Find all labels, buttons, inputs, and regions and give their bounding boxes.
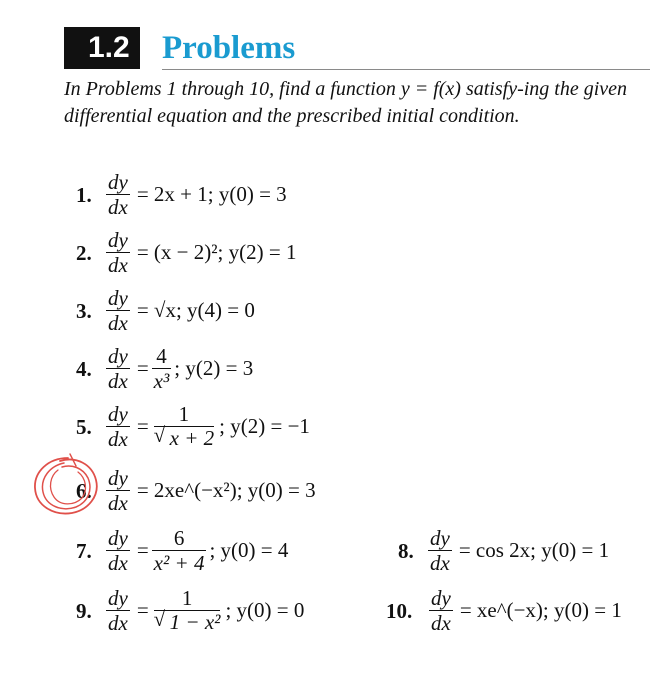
lhs-fraction: $\frac{dy}{dx}$ <box>108 227 128 277</box>
lhs-fraction: $\frac{dy}{dx}$ <box>108 465 128 515</box>
handdrawn-circle-annotation <box>30 452 106 520</box>
rhs-fraction: $\frac{6}{\text{x² + 4}}$ <box>153 525 205 575</box>
problem-number: 1. <box>76 183 92 207</box>
lhs-fraction: $\frac{dy}{dx}$ <box>108 285 128 335</box>
rhs: = 2x + 1; y(0) = 3 <box>136 181 287 206</box>
problem-equation <box>103 224 296 280</box>
lhs-fraction: $\frac{dy}{dx}$ <box>108 169 128 219</box>
problem-equation <box>103 462 316 518</box>
rhs-fraction: $\frac{4}{\text{x³}}$ <box>153 343 170 393</box>
problem-equation: $\frac{dy}{dx}$ = 1 √ x + 2 ; y(2) = −1 <box>103 398 310 454</box>
problem-number: 9. <box>76 599 92 623</box>
rhs-fraction: 1 √ 1 − x² <box>152 586 223 634</box>
rhs-tail: ; y(0) = 4 <box>209 537 289 562</box>
problem-number: 3. <box>76 299 92 323</box>
rhs: = xe^(−x); y(0) = 1 <box>459 597 622 622</box>
intro-text: In Problems 1 through 10, find a function y = f(x) satisfy-ing the given differential equation and the prescribed initial condition. <box>64 78 628 127</box>
problem-equation <box>103 282 255 338</box>
problem-number: 2. <box>76 241 92 265</box>
section-number: 1.2 <box>64 27 140 69</box>
header-rule <box>162 69 650 70</box>
rhs-tail: ; y(2) = −1 <box>219 413 310 438</box>
lhs-fraction: $\frac{dy}{dx}$ <box>430 525 450 575</box>
rhs: = √x; y(4) = 0 <box>136 297 255 322</box>
rhs-tail: ; y(2) = 3 <box>174 355 254 380</box>
rhs-fraction: 1 √ x + 2 <box>152 402 217 450</box>
problem-equation <box>426 582 622 638</box>
problem-number: 8. <box>398 539 414 563</box>
problem-number: 4. <box>76 357 92 381</box>
problem-number: 10. <box>386 599 413 623</box>
lhs-fraction: $\frac{dy}{dx}$ <box>108 343 128 393</box>
rhs: = cos 2x; y(0) = 1 <box>458 537 610 562</box>
problem-equation: $\frac{dy}{dx}$ = 1 √ 1 − x² ; y(0) = 0 <box>103 582 304 638</box>
problem-equation: $\frac{dy}{dx}$ = $\frac{6}{\text{x² + 4}}$ ; y(0) = 4 <box>108 525 289 575</box>
lhs-fraction: $\frac{dy}{dx}$ <box>108 585 128 635</box>
problem-number: 6. <box>76 479 92 503</box>
problem-number: 5. <box>76 415 92 439</box>
lhs-fraction: $\frac{dy}{dx}$ <box>108 525 128 575</box>
problem-number: 7. <box>76 539 92 563</box>
problem-equation: $\frac{dy}{dx}$ = $\frac{4}{\text{x³}}$ ; y(2) = 3 <box>108 343 254 393</box>
section-header <box>64 27 650 71</box>
rhs: = 2xe^(−x²); y(0) = 3 <box>136 477 316 502</box>
problem-equation <box>103 166 287 222</box>
lhs-fraction: $\frac{dy}{dx}$ <box>431 585 451 635</box>
rhs: = (x − 2)²; y(2) = 1 <box>136 239 297 264</box>
section-title: Problems <box>162 30 296 66</box>
lhs-fraction: $\frac{dy}{dx}$ <box>108 401 128 451</box>
rhs-tail: ; y(0) = 0 <box>225 597 305 622</box>
problem-equation <box>425 522 609 578</box>
